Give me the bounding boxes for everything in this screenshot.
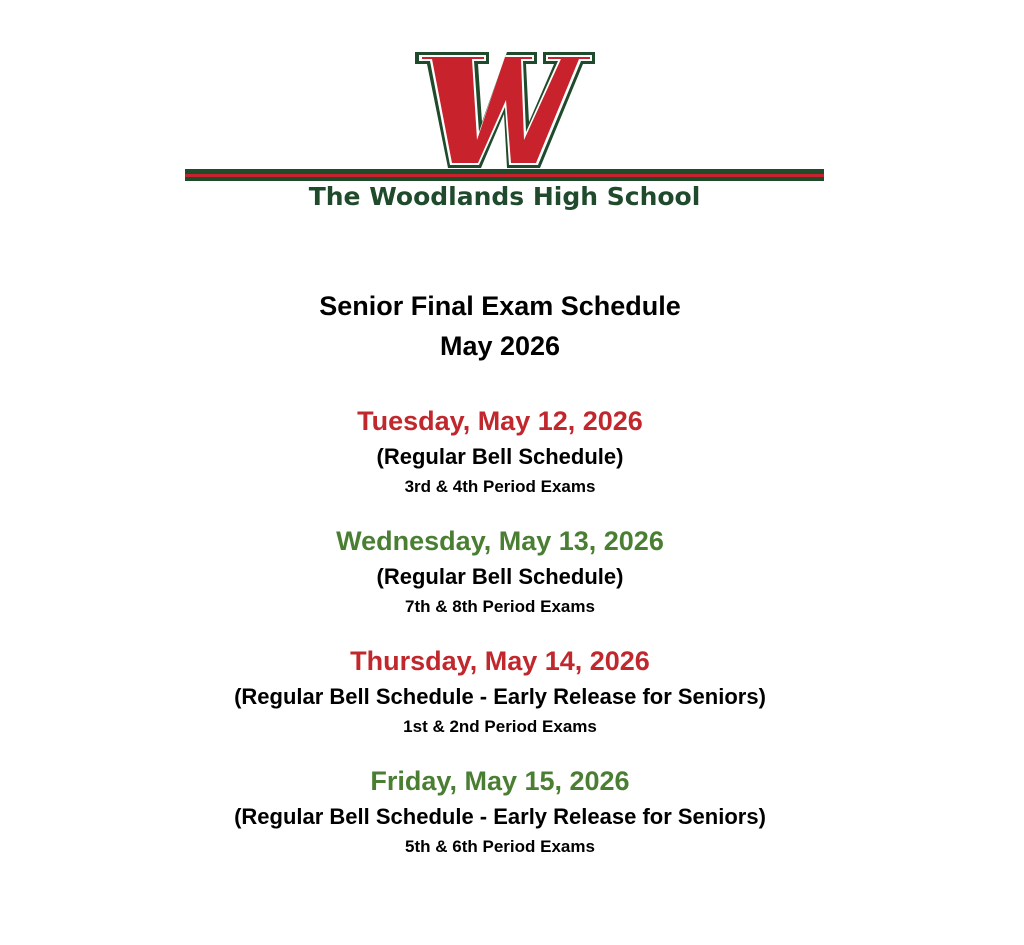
day-bell-schedule: (Regular Bell Schedule) — [376, 564, 624, 589]
day-date: Thursday, May 14, 2026 — [350, 646, 650, 676]
w-logo-icon — [415, 52, 595, 170]
day-exams: 1st & 2nd Period Exams — [403, 717, 597, 736]
schedule-day — [0, 762, 1000, 860]
day-bell-schedule: (Regular Bell Schedule - Early Release for Seniors) — [234, 804, 766, 829]
exam-schedule-list — [0, 402, 1000, 882]
day-date: Friday, May 15, 2026 — [370, 766, 630, 796]
day-bell-schedule: (Regular Bell Schedule) — [376, 444, 624, 469]
day-exams: 5th & 6th Period Exams — [405, 837, 595, 856]
school-name: The Woodlands High School — [308, 182, 701, 211]
header-rule-green-bottom — [185, 177, 824, 181]
day-date: Wednesday, May 13, 2026 — [336, 526, 664, 556]
day-exams: 7th & 8th Period Exams — [405, 597, 595, 616]
title-line-1: Senior Final Exam Schedule — [319, 291, 681, 321]
day-bell-schedule: (Regular Bell Schedule - Early Release for Seniors) — [234, 684, 766, 709]
day-exams: 3rd & 4th Period Exams — [404, 477, 596, 496]
title-line-2: May 2026 — [439, 331, 561, 361]
schedule-day — [0, 522, 1000, 620]
page-title — [0, 286, 1000, 366]
day-date: Tuesday, May 12, 2026 — [357, 406, 643, 436]
schedule-day — [0, 642, 1000, 740]
schedule-day — [0, 402, 1000, 500]
school-header — [185, 52, 824, 222]
